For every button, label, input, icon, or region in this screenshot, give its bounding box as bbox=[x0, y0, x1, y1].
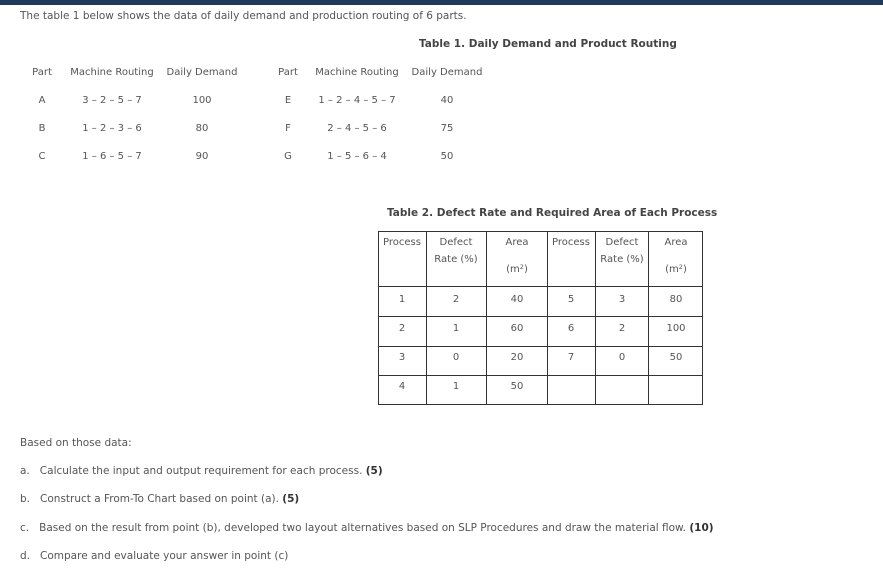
table1-cell: F bbox=[285, 123, 291, 134]
table2-divider bbox=[595, 232, 596, 404]
table2-cell: 0 bbox=[452, 352, 460, 363]
question-b bbox=[20, 493, 299, 505]
table2-divider bbox=[379, 346, 702, 347]
question-text: Calculate the input and output requirement for each process. bbox=[39, 465, 363, 477]
question-text: Construct a From-To Chart based on point (a). bbox=[40, 493, 279, 505]
based-on-text: Based on those data: bbox=[20, 437, 132, 449]
question-text: Based on the result from point (b), developed two layout alternatives based on SLP Procedures and draw the material flow. bbox=[39, 522, 687, 534]
question-d bbox=[20, 550, 288, 562]
table2-header-process-2: Process bbox=[552, 237, 590, 248]
table2-cell: 100 bbox=[666, 323, 686, 334]
table2-header-defect-rate: Rate (%) bbox=[434, 254, 478, 265]
table2-header-area-unit: $(m^2)$ bbox=[506, 263, 528, 275]
table1-header-demand-2: Daily Demand bbox=[411, 67, 483, 78]
table2-cell: 1 bbox=[452, 381, 460, 392]
table2-header-area: Area bbox=[505, 237, 529, 248]
table1-caption: Table 1. Daily Demand and Product Routing bbox=[419, 38, 677, 50]
question-points: (5) bbox=[365, 465, 383, 477]
table2-cell: 4 bbox=[398, 381, 406, 392]
question-letter: a. bbox=[20, 465, 30, 477]
table1-cell: 100 bbox=[192, 95, 212, 106]
table2-divider bbox=[379, 316, 702, 317]
table1-cell: 80 bbox=[195, 123, 209, 134]
table1-cell: 1 – 5 – 6 – 4 bbox=[327, 151, 387, 162]
table2-cell: 6 bbox=[567, 323, 575, 334]
table1-header-part: Part bbox=[32, 67, 52, 78]
table1-cell: 75 bbox=[440, 123, 454, 134]
table2-header-process: Process bbox=[383, 237, 421, 248]
table2-divider bbox=[379, 286, 702, 287]
table1-cell: A bbox=[38, 95, 46, 106]
intro-text: The table 1 below shows the data of daily demand and production routing of 6 parts. bbox=[20, 10, 467, 22]
table1-header-routing-2: Machine Routing bbox=[315, 67, 399, 78]
table1-header-part-2: Part bbox=[278, 67, 298, 78]
table2-cell: 1 bbox=[452, 323, 460, 334]
table1-cell: C bbox=[38, 151, 46, 162]
table1-cell: G bbox=[284, 151, 292, 162]
table1-cell: 1 – 2 – 4 – 5 – 7 bbox=[318, 95, 396, 106]
table2-cell: 40 bbox=[510, 294, 524, 305]
table2-divider bbox=[648, 232, 649, 404]
top-bar bbox=[0, 0, 883, 5]
table1-cell: 1 – 2 – 3 – 6 bbox=[82, 123, 142, 134]
table2-cell: 5 bbox=[567, 294, 575, 305]
table2-header-defect: Defect bbox=[439, 237, 473, 248]
table2-cell: 1 bbox=[398, 294, 406, 305]
table1-cell: 3 – 2 – 5 – 7 bbox=[82, 95, 142, 106]
table1-cell: E bbox=[284, 95, 292, 106]
table2-cell: 0 bbox=[618, 352, 626, 363]
table2-header-defect-2: Defect bbox=[605, 237, 639, 248]
table2-divider bbox=[379, 375, 702, 376]
table1-header-demand: Daily Demand bbox=[166, 67, 238, 78]
question-a bbox=[20, 465, 383, 477]
question-letter: d. bbox=[20, 550, 31, 562]
table2-caption: Table 2. Defect Rate and Required Area of Each Process bbox=[387, 207, 718, 219]
question-c bbox=[20, 522, 714, 534]
table1-cell: 2 – 4 – 5 – 6 bbox=[327, 123, 387, 134]
table2-cell: 50 bbox=[510, 381, 524, 392]
question-points: (10) bbox=[689, 522, 714, 534]
table2-cell: 3 bbox=[398, 352, 406, 363]
table2-cell: 2 bbox=[452, 294, 460, 305]
table1-header-routing: Machine Routing bbox=[70, 67, 154, 78]
table2 bbox=[378, 231, 703, 405]
table1-cell: 50 bbox=[440, 151, 454, 162]
table2-divider bbox=[426, 232, 427, 404]
question-letter: b. bbox=[20, 493, 31, 505]
table1-cell: 90 bbox=[195, 151, 209, 162]
table1-cell: 1 – 6 – 5 – 7 bbox=[82, 151, 142, 162]
table2-cell: 50 bbox=[669, 352, 683, 363]
table2-divider bbox=[486, 232, 487, 404]
table2-cell: 7 bbox=[567, 352, 575, 363]
question-letter: c. bbox=[20, 522, 30, 534]
table2-header-defect-rate-2: Rate (%) bbox=[600, 254, 644, 265]
question-text: Compare and evaluate your answer in point (c) bbox=[40, 550, 289, 562]
question-points: (5) bbox=[282, 493, 300, 505]
table2-header-area-unit-2: $(m^2)$ bbox=[665, 263, 687, 275]
table2-header-area-2: Area bbox=[664, 237, 688, 248]
table2-cell: 3 bbox=[618, 294, 626, 305]
table2-cell: 20 bbox=[510, 352, 524, 363]
table1-cell: 40 bbox=[440, 95, 454, 106]
table1-cell: B bbox=[38, 123, 46, 134]
table2-cell: 2 bbox=[398, 323, 406, 334]
table2-cell: 2 bbox=[618, 323, 626, 334]
table2-cell: 80 bbox=[669, 294, 683, 305]
table2-divider bbox=[547, 232, 548, 404]
table2-cell: 60 bbox=[510, 323, 524, 334]
